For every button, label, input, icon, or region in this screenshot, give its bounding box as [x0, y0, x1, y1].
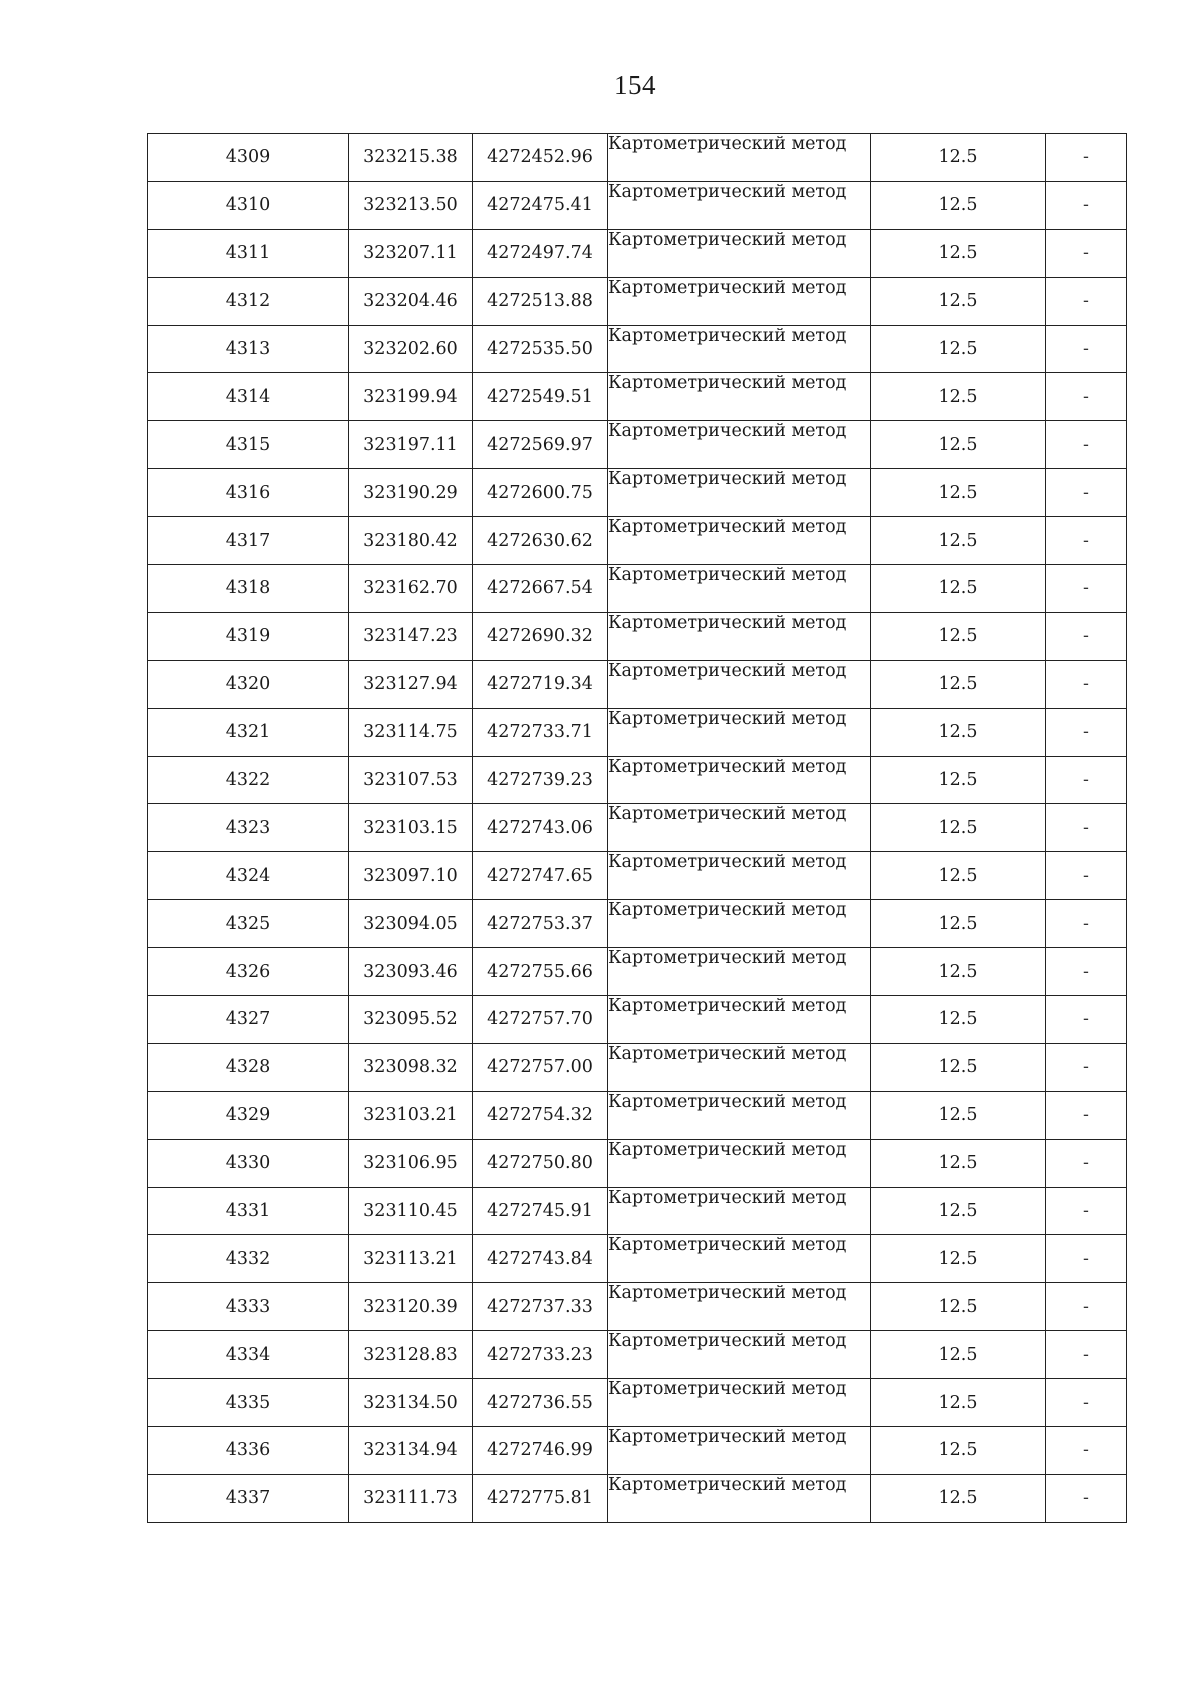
table-row	[148, 900, 1127, 948]
x-coordinate-cell: 323199.94	[349, 373, 473, 421]
point-number-cell: 4312	[148, 277, 349, 325]
x-coordinate-cell: 323202.60	[349, 325, 473, 373]
method-cell: Картометрический метод	[608, 852, 871, 900]
description-cell: -	[1046, 756, 1127, 804]
table-row	[148, 852, 1127, 900]
y-coordinate-cell: 4272739.23	[473, 756, 608, 804]
table-row	[148, 1474, 1127, 1522]
accuracy-cell: 12.5	[871, 1331, 1046, 1379]
table-row	[148, 1427, 1127, 1475]
description-cell: -	[1046, 469, 1127, 517]
y-coordinate-cell: 4272475.41	[473, 181, 608, 229]
x-coordinate-cell: 323197.11	[349, 421, 473, 469]
point-number-cell: 4315	[148, 421, 349, 469]
point-number-cell: 4331	[148, 1187, 349, 1235]
description-cell: -	[1046, 660, 1127, 708]
y-coordinate-cell: 4272452.96	[473, 134, 608, 182]
table-row	[148, 1331, 1127, 1379]
y-coordinate-cell: 4272513.88	[473, 277, 608, 325]
point-number-cell: 4329	[148, 1091, 349, 1139]
description-cell: -	[1046, 1043, 1127, 1091]
description-cell: -	[1046, 804, 1127, 852]
table-row	[148, 1187, 1127, 1235]
accuracy-cell: 12.5	[871, 1379, 1046, 1427]
method-cell: Картометрический метод	[608, 229, 871, 277]
y-coordinate-cell: 4272775.81	[473, 1474, 608, 1522]
table-row	[148, 565, 1127, 613]
method-cell: Картометрический метод	[608, 612, 871, 660]
description-cell: -	[1046, 277, 1127, 325]
method-cell: Картометрический метод	[608, 1331, 871, 1379]
x-coordinate-cell: 323128.83	[349, 1331, 473, 1379]
method-cell: Картометрический метод	[608, 1043, 871, 1091]
point-number-cell: 4314	[148, 373, 349, 421]
method-cell: Картометрический метод	[608, 708, 871, 756]
description-cell: -	[1046, 852, 1127, 900]
table-row	[148, 517, 1127, 565]
y-coordinate-cell: 4272667.54	[473, 565, 608, 613]
method-cell: Картометрический метод	[608, 1091, 871, 1139]
table-row	[148, 277, 1127, 325]
method-cell: Картометрический метод	[608, 1474, 871, 1522]
x-coordinate-cell: 323107.53	[349, 756, 473, 804]
point-number-cell: 4310	[148, 181, 349, 229]
accuracy-cell: 12.5	[871, 1283, 1046, 1331]
method-cell: Картометрический метод	[608, 517, 871, 565]
x-coordinate-cell: 323127.94	[349, 660, 473, 708]
table-row	[148, 996, 1127, 1044]
table-row	[148, 708, 1127, 756]
accuracy-cell: 12.5	[871, 900, 1046, 948]
accuracy-cell: 12.5	[871, 181, 1046, 229]
y-coordinate-cell: 4272747.65	[473, 852, 608, 900]
table-row	[148, 1091, 1127, 1139]
table-row	[148, 325, 1127, 373]
table-row	[148, 421, 1127, 469]
method-cell: Картометрический метод	[608, 660, 871, 708]
x-coordinate-cell: 323215.38	[349, 134, 473, 182]
x-coordinate-cell: 323204.46	[349, 277, 473, 325]
method-cell: Картометрический метод	[608, 756, 871, 804]
accuracy-cell: 12.5	[871, 421, 1046, 469]
table-row	[148, 134, 1127, 182]
x-coordinate-cell: 323093.46	[349, 948, 473, 996]
x-coordinate-cell: 323114.75	[349, 708, 473, 756]
accuracy-cell: 12.5	[871, 612, 1046, 660]
description-cell: -	[1046, 708, 1127, 756]
y-coordinate-cell: 4272737.33	[473, 1283, 608, 1331]
x-coordinate-cell: 323103.21	[349, 1091, 473, 1139]
point-number-cell: 4327	[148, 996, 349, 1044]
method-cell: Картометрический метод	[608, 948, 871, 996]
accuracy-cell: 12.5	[871, 1235, 1046, 1283]
x-coordinate-cell: 323103.15	[349, 804, 473, 852]
table-row	[148, 229, 1127, 277]
x-coordinate-cell: 323120.39	[349, 1283, 473, 1331]
table-row	[148, 660, 1127, 708]
description-cell: -	[1046, 1187, 1127, 1235]
y-coordinate-cell: 4272733.71	[473, 708, 608, 756]
description-cell: -	[1046, 1379, 1127, 1427]
y-coordinate-cell: 4272497.74	[473, 229, 608, 277]
method-cell: Картометрический метод	[608, 134, 871, 182]
y-coordinate-cell: 4272743.84	[473, 1235, 608, 1283]
accuracy-cell: 12.5	[871, 1427, 1046, 1475]
accuracy-cell: 12.5	[871, 1187, 1046, 1235]
table-row	[148, 804, 1127, 852]
point-number-cell: 4323	[148, 804, 349, 852]
table-row	[148, 1379, 1127, 1427]
y-coordinate-cell: 4272535.50	[473, 325, 608, 373]
point-number-cell: 4322	[148, 756, 349, 804]
x-coordinate-cell: 323095.52	[349, 996, 473, 1044]
table-row	[148, 1235, 1127, 1283]
description-cell: -	[1046, 181, 1127, 229]
table-row	[148, 1283, 1127, 1331]
accuracy-cell: 12.5	[871, 996, 1046, 1044]
point-number-cell: 4309	[148, 134, 349, 182]
method-cell: Картометрический метод	[608, 421, 871, 469]
x-coordinate-cell: 323134.94	[349, 1427, 473, 1475]
description-cell: -	[1046, 1283, 1127, 1331]
point-number-cell: 4332	[148, 1235, 349, 1283]
method-cell: Картометрический метод	[608, 1139, 871, 1187]
x-coordinate-cell: 323207.11	[349, 229, 473, 277]
point-number-cell: 4311	[148, 229, 349, 277]
y-coordinate-cell: 4272750.80	[473, 1139, 608, 1187]
description-cell: -	[1046, 612, 1127, 660]
y-coordinate-cell: 4272600.75	[473, 469, 608, 517]
description-cell: -	[1046, 1139, 1127, 1187]
y-coordinate-cell: 4272755.66	[473, 948, 608, 996]
description-cell: -	[1046, 134, 1127, 182]
y-coordinate-cell: 4272736.55	[473, 1379, 608, 1427]
accuracy-cell: 12.5	[871, 1091, 1046, 1139]
accuracy-cell: 12.5	[871, 469, 1046, 517]
description-cell: -	[1046, 900, 1127, 948]
accuracy-cell: 12.5	[871, 756, 1046, 804]
x-coordinate-cell: 323113.21	[349, 1235, 473, 1283]
y-coordinate-cell: 4272630.62	[473, 517, 608, 565]
point-number-cell: 4333	[148, 1283, 349, 1331]
description-cell: -	[1046, 1235, 1127, 1283]
point-number-cell: 4330	[148, 1139, 349, 1187]
x-coordinate-cell: 323097.10	[349, 852, 473, 900]
table-row	[148, 1043, 1127, 1091]
y-coordinate-cell: 4272569.97	[473, 421, 608, 469]
point-number-cell: 4335	[148, 1379, 349, 1427]
accuracy-cell: 12.5	[871, 1474, 1046, 1522]
accuracy-cell: 12.5	[871, 708, 1046, 756]
point-number-cell: 4326	[148, 948, 349, 996]
description-cell: -	[1046, 229, 1127, 277]
table-row	[148, 181, 1127, 229]
table-row	[148, 612, 1127, 660]
accuracy-cell: 12.5	[871, 1139, 1046, 1187]
description-cell: -	[1046, 1427, 1127, 1475]
point-number-cell: 4319	[148, 612, 349, 660]
point-number-cell: 4324	[148, 852, 349, 900]
method-cell: Картометрический метод	[608, 565, 871, 613]
y-coordinate-cell: 4272753.37	[473, 900, 608, 948]
coordinates-table-body	[148, 134, 1127, 1523]
x-coordinate-cell: 323094.05	[349, 900, 473, 948]
method-cell: Картометрический метод	[608, 1187, 871, 1235]
x-coordinate-cell: 323180.42	[349, 517, 473, 565]
accuracy-cell: 12.5	[871, 565, 1046, 613]
x-coordinate-cell: 323162.70	[349, 565, 473, 613]
method-cell: Картометрический метод	[608, 804, 871, 852]
x-coordinate-cell: 323147.23	[349, 612, 473, 660]
y-coordinate-cell: 4272746.99	[473, 1427, 608, 1475]
x-coordinate-cell: 323213.50	[349, 181, 473, 229]
point-number-cell: 4325	[148, 900, 349, 948]
description-cell: -	[1046, 1091, 1127, 1139]
method-cell: Картометрический метод	[608, 277, 871, 325]
method-cell: Картометрический метод	[608, 325, 871, 373]
accuracy-cell: 12.5	[871, 852, 1046, 900]
x-coordinate-cell: 323110.45	[349, 1187, 473, 1235]
table-row	[148, 756, 1127, 804]
x-coordinate-cell: 323134.50	[349, 1379, 473, 1427]
y-coordinate-cell: 4272754.32	[473, 1091, 608, 1139]
description-cell: -	[1046, 948, 1127, 996]
accuracy-cell: 12.5	[871, 1043, 1046, 1091]
point-number-cell: 4334	[148, 1331, 349, 1379]
accuracy-cell: 12.5	[871, 804, 1046, 852]
table-row	[148, 948, 1127, 996]
method-cell: Картометрический метод	[608, 1427, 871, 1475]
y-coordinate-cell: 4272757.70	[473, 996, 608, 1044]
description-cell: -	[1046, 517, 1127, 565]
method-cell: Картометрический метод	[608, 1283, 871, 1331]
description-cell: -	[1046, 1474, 1127, 1522]
method-cell: Картометрический метод	[608, 181, 871, 229]
point-number-cell: 4328	[148, 1043, 349, 1091]
accuracy-cell: 12.5	[871, 277, 1046, 325]
x-coordinate-cell: 323111.73	[349, 1474, 473, 1522]
method-cell: Картометрический метод	[608, 1379, 871, 1427]
accuracy-cell: 12.5	[871, 229, 1046, 277]
description-cell: -	[1046, 325, 1127, 373]
y-coordinate-cell: 4272743.06	[473, 804, 608, 852]
description-cell: -	[1046, 996, 1127, 1044]
coordinates-table	[147, 133, 1127, 1523]
y-coordinate-cell: 4272690.32	[473, 612, 608, 660]
y-coordinate-cell: 4272549.51	[473, 373, 608, 421]
method-cell: Картометрический метод	[608, 996, 871, 1044]
x-coordinate-cell: 323098.32	[349, 1043, 473, 1091]
point-number-cell: 4321	[148, 708, 349, 756]
point-number-cell: 4337	[148, 1474, 349, 1522]
accuracy-cell: 12.5	[871, 517, 1046, 565]
method-cell: Картометрический метод	[608, 373, 871, 421]
table-row	[148, 373, 1127, 421]
point-number-cell: 4317	[148, 517, 349, 565]
accuracy-cell: 12.5	[871, 660, 1046, 708]
description-cell: -	[1046, 421, 1127, 469]
method-cell: Картометрический метод	[608, 1235, 871, 1283]
point-number-cell: 4320	[148, 660, 349, 708]
method-cell: Картометрический метод	[608, 469, 871, 517]
point-number-cell: 4336	[148, 1427, 349, 1475]
y-coordinate-cell: 4272733.23	[473, 1331, 608, 1379]
description-cell: -	[1046, 1331, 1127, 1379]
point-number-cell: 4318	[148, 565, 349, 613]
method-cell: Картометрический метод	[608, 900, 871, 948]
description-cell: -	[1046, 373, 1127, 421]
table-row	[148, 1139, 1127, 1187]
page-number: 154	[614, 70, 656, 100]
accuracy-cell: 12.5	[871, 325, 1046, 373]
point-number-cell: 4316	[148, 469, 349, 517]
x-coordinate-cell: 323106.95	[349, 1139, 473, 1187]
accuracy-cell: 12.5	[871, 134, 1046, 182]
accuracy-cell: 12.5	[871, 373, 1046, 421]
y-coordinate-cell: 4272719.34	[473, 660, 608, 708]
point-number-cell: 4313	[148, 325, 349, 373]
description-cell: -	[1046, 565, 1127, 613]
table-row	[148, 469, 1127, 517]
y-coordinate-cell: 4272745.91	[473, 1187, 608, 1235]
x-coordinate-cell: 323190.29	[349, 469, 473, 517]
y-coordinate-cell: 4272757.00	[473, 1043, 608, 1091]
accuracy-cell: 12.5	[871, 948, 1046, 996]
